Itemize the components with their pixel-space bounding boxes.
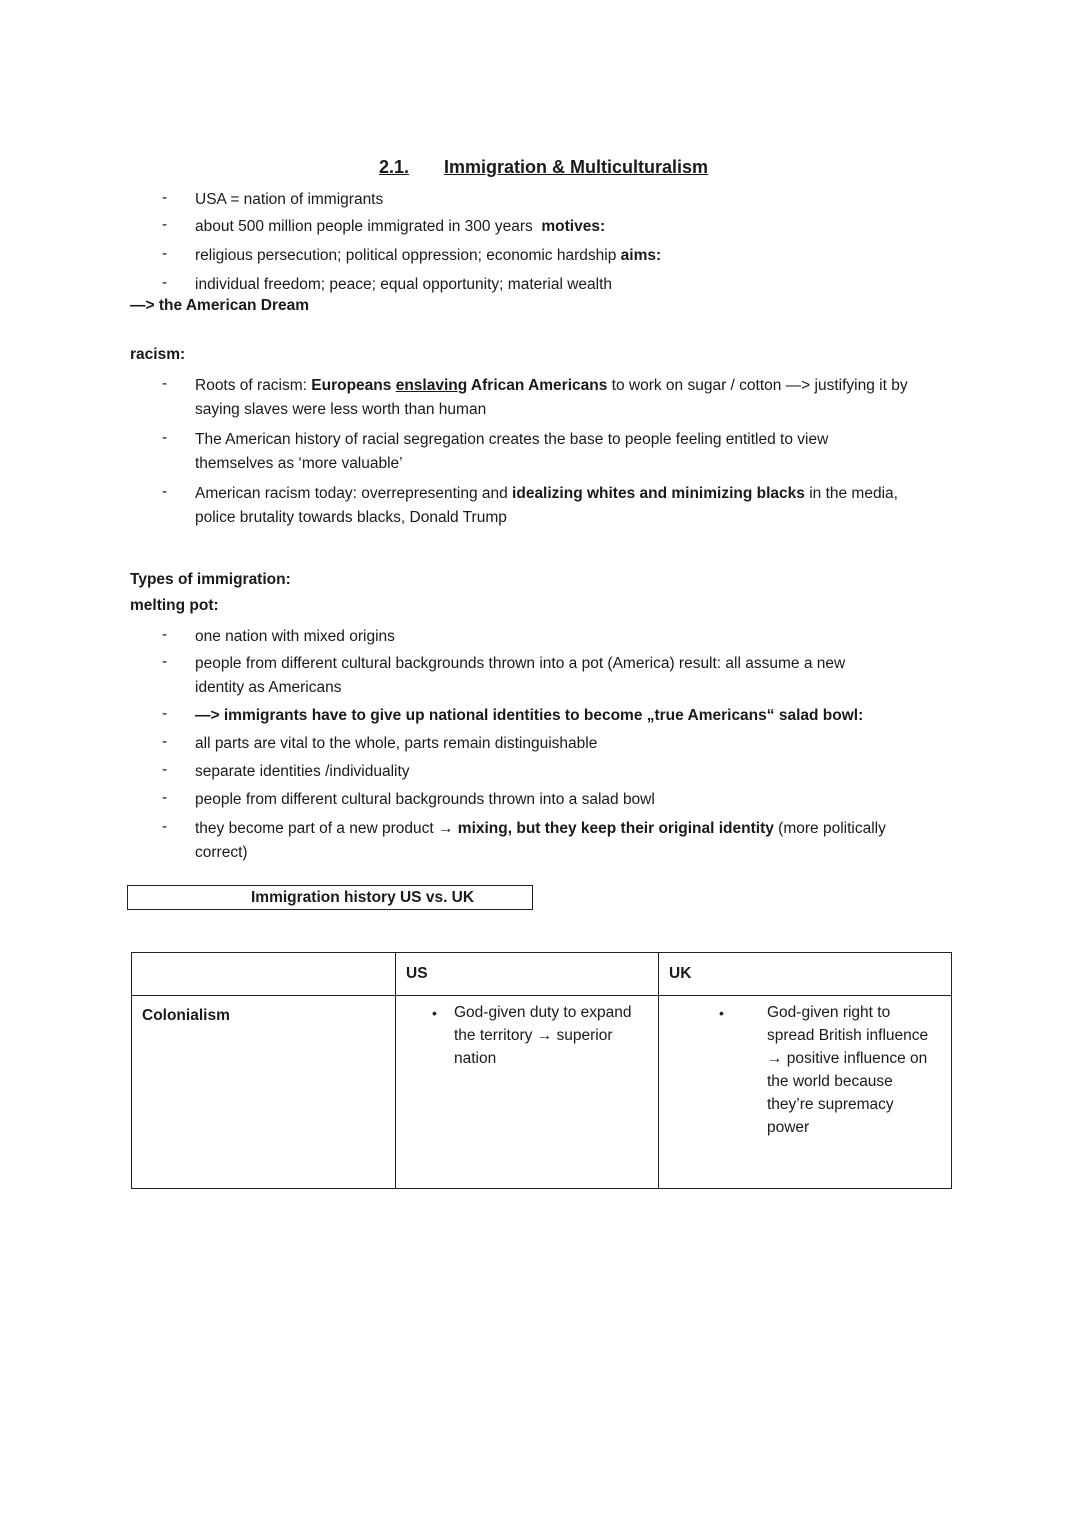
- salad-bowl-item-2: separate identities /individuality: [195, 763, 410, 780]
- melting-pot-item-3: —> immigrants have to give up national identities to become „true Americans“ salad bowl:: [195, 707, 864, 724]
- bullet-icon: •: [432, 1005, 437, 1021]
- racism-item-1: Roots of racism: Europeans enslaving African Americans to work on sugar / cotton —> justifying it by saying slaves were less worth than human: [195, 377, 908, 418]
- melting-pot-item-2: people from different cultural backgrounds thrown into a pot (America) result: all assume a new identity as Americans: [195, 655, 846, 696]
- table-header-row: [132, 953, 952, 996]
- history-table: [131, 952, 952, 1189]
- bullet-icon: •: [719, 1005, 724, 1021]
- intro-item-1: USA = nation of immigrants: [195, 191, 384, 208]
- melting-pot-heading: melting pot:: [130, 597, 219, 614]
- table-header-us: US: [396, 953, 659, 996]
- section-heading: [0, 157, 1080, 183]
- racism-item-2: The American history of racial segregation creates the base to people feeling entitled to view themselves as ‘more valuable’: [195, 431, 829, 472]
- table-header-uk: UK: [659, 953, 952, 996]
- types-heading: Types of immigration:: [130, 571, 291, 588]
- cell-us-colonialism: • God-given duty to expand the territory → superior nation: [396, 996, 659, 1189]
- intro-item-2: about 500 million people immigrated in 300 years motives:: [195, 218, 606, 235]
- section-number: 2.1.: [379, 157, 410, 177]
- american-dream-conclusion: —> the American Dream: [130, 297, 310, 314]
- table-header-empty: [132, 953, 396, 996]
- intro-item-4: individual freedom; peace; equal opportunity; material wealth: [195, 276, 613, 293]
- racism-heading: racism:: [130, 346, 186, 363]
- melting-pot-item-1: one nation with mixed origins: [195, 628, 395, 645]
- table-row: [132, 996, 952, 1189]
- salad-bowl-item-1: all parts are vital to the whole, parts remain distinguishable: [195, 735, 598, 752]
- salad-bowl-item-4: they become part of a new product → mixing, but they keep their original identity (more politically correct): [195, 820, 886, 861]
- row-label-colonialism: Colonialism: [132, 996, 396, 1189]
- history-box-title: Immigration history US vs. UK: [127, 885, 533, 910]
- racism-item-3: American racism today: overrepresenting and idealizing whites and minimizing blacks in the media, police brutality towards blacks, Donald Trump: [195, 485, 898, 526]
- intro-item-3: religious persecution; political oppression; economic hardship aims:: [195, 247, 662, 264]
- salad-bowl-item-3: people from different cultural backgrounds thrown into a salad bowl: [195, 791, 655, 808]
- cell-uk-colonialism: • God-given right to spread British influence → positive influence on the world because they’re supremacy power: [659, 996, 952, 1189]
- section-title: Immigration & Multiculturalism: [444, 157, 709, 177]
